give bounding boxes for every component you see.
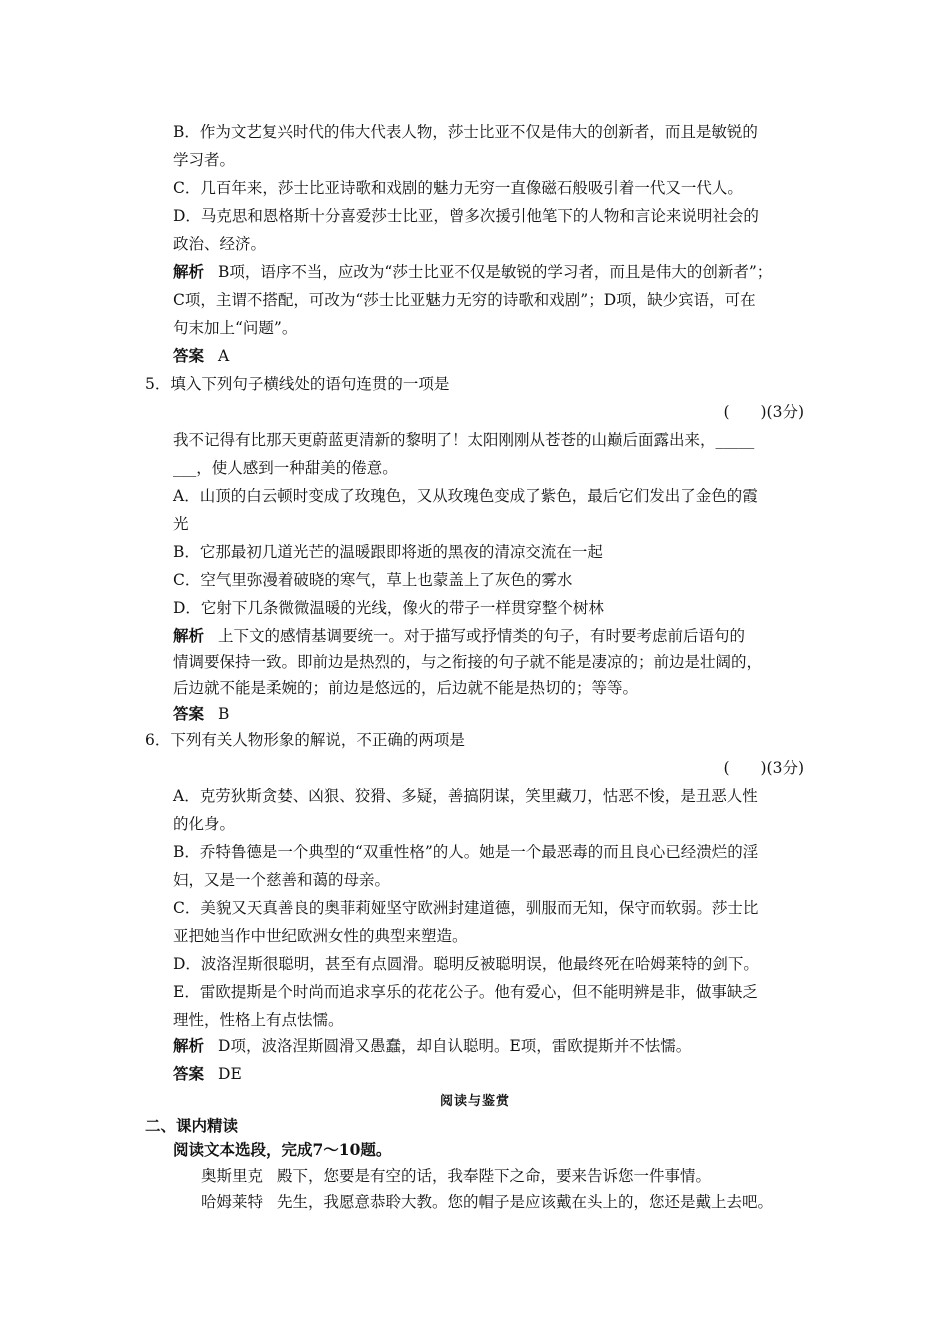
q5-answer xyxy=(173,704,229,724)
q6-answer xyxy=(173,1064,242,1084)
dialogue-text: 先生，我愿意恭聆大教。您的帽子是应该戴在头上的，您还是戴上去吧。 xyxy=(277,1193,774,1211)
q4-answer xyxy=(173,346,229,366)
q4-option-c: C．几百年来，莎士比亚诗歌和戏剧的魅力无穷一直像磁石般吸引着一代又一代人。 xyxy=(173,179,743,197)
q6-option-e-line2: 理性，性格上有点怯懦。 xyxy=(173,1011,344,1029)
q5-passage-line1: 我不记得有比那天更蔚蓝更清新的黎明了！太阳刚刚从苍苍的山巅后面露出来，_____ xyxy=(173,431,755,449)
answer-value: B xyxy=(218,705,230,723)
q6-option-b-line2: 妇，又是一个慈善和蔼的母亲。 xyxy=(173,871,391,889)
analysis-text: D项，波洛涅斯圆滑又愚蠢，却自认聪明。E项，雷欧提斯并不怯懦。 xyxy=(218,1037,692,1055)
dialogue-speaker: 哈姆莱特 xyxy=(201,1193,264,1211)
q6-option-e-line1: E．雷欧提斯是个时尚而追求享乐的花花公子。他有爱心，但不能明辨是非，做事缺乏 xyxy=(173,983,758,1001)
q5-passage-line2: ___，使人感到一种甜美的倦意。 xyxy=(173,459,398,477)
analysis-label: 解析 xyxy=(173,262,205,281)
dialogue-text: 殿下，您要是有空的话，我奉陛下之命，要来告诉您一件事情。 xyxy=(277,1167,712,1185)
answer-label: 答案 xyxy=(173,346,205,365)
q4-option-b-line1: B．作为文艺复兴时代的伟大代表人物，莎士比亚不仅是伟大的创新者，而且是敏锐的 xyxy=(173,123,758,141)
q6-option-c-line1: C．美貌又天真善良的奥菲莉娅坚守欧洲封建道德，驯服而无知，保守而软弱。莎士比 xyxy=(173,899,759,917)
dialogue-line xyxy=(201,1192,773,1212)
q5-score: ( )(3分) xyxy=(723,403,804,421)
q5-option-b: B．它那最初几道光芒的温暖跟即将逝的黑夜的清凉交流在一起 xyxy=(173,543,603,561)
q6-option-c-line2: 亚把她当作中世纪欧洲女性的典型来塑造。 xyxy=(173,927,468,945)
analysis-text: 上下文的感情基调要统一。对于描写或抒情类的句子，有时要考虑前后语句的 xyxy=(218,627,746,645)
q5-analysis-line1 xyxy=(173,626,745,646)
dialogue-speaker: 奥斯里克 xyxy=(201,1167,264,1185)
q6-score: ( )(3分) xyxy=(723,759,804,777)
q4-option-b-line2: 学习者。 xyxy=(173,151,236,169)
q6-stem: 6．下列有关人物形象的解说，不正确的两项是 xyxy=(145,731,465,749)
answer-value: A xyxy=(218,347,230,365)
section-title: 阅读与鉴赏 xyxy=(439,1094,510,1109)
q5-option-c: C．空气里弥漫着破晓的寒气，草上也蒙盖上了灰色的雾水 xyxy=(173,571,573,589)
q4-analysis-line3: 句末加上“问题”。 xyxy=(173,319,298,337)
q5-option-d: D．它射下几条微微温暖的光线，像火的带子一样贯穿整个树林 xyxy=(173,599,604,617)
section2-heading: 二、课内精读 xyxy=(145,1116,239,1135)
q6-option-a-line1: A．克劳狄斯贪婪、凶狠、狡猾、多疑，善搞阴谋，笑里藏刀，怙恶不悛，是丑恶人性 xyxy=(173,787,758,805)
analysis-label: 解析 xyxy=(173,626,205,645)
q4-analysis-line1 xyxy=(173,262,772,282)
q5-option-a-line2: 光 xyxy=(173,515,189,533)
answer-label: 答案 xyxy=(173,1064,205,1083)
q4-option-d-line1: D．马克思和恩格斯十分喜爱莎士比亚，曾多次援引他笔下的人物和言论来说明社会的 xyxy=(173,207,759,225)
q4-analysis-line2: C项，主谓不搭配，可改为“莎士比亚魅力无穷的诗歌和戏剧”；D项，缺少宾语，可在 xyxy=(173,291,756,309)
answer-value: DE xyxy=(218,1065,242,1083)
q5-stem: 5．填入下列句子横线处的语句连贯的一项是 xyxy=(145,375,450,393)
q4-option-d-line2: 政治、经济。 xyxy=(173,235,267,253)
q5-option-a-line1: A．山顶的白云顿时变成了玫瑰色，又从玫瑰色变成了紫色，最后它们发出了金色的霞 xyxy=(173,487,758,505)
dialogue-line xyxy=(201,1166,711,1186)
section2-instruction: 阅读文本选段，完成7～10题。 xyxy=(173,1140,392,1159)
analysis-label: 解析 xyxy=(173,1036,205,1055)
q6-analysis xyxy=(173,1036,691,1056)
q6-option-b-line1: B．乔特鲁德是一个典型的“双重性格”的人。她是一个最恶毒的而且良心已经溃烂的淫 xyxy=(173,843,759,861)
q6-option-d: D．波洛涅斯很聪明，甚至有点圆滑。聪明反被聪明误，他最终死在哈姆莱特的剑下。 xyxy=(173,955,759,973)
q6-option-a-line2: 的化身。 xyxy=(173,815,236,833)
q5-analysis-line3: 后边就不能是柔婉的；前边是悠远的，后边就不能是热切的；等等。 xyxy=(173,679,639,697)
answer-label: 答案 xyxy=(173,704,205,723)
q5-analysis-line2: 情调要保持一致。即前边是热烈的，与之衔接的句子就不能是凄凉的；前边是壮阔的， xyxy=(173,653,763,671)
analysis-text: B项，语序不当，应改为“莎士比亚不仅是敏锐的学习者，而且是伟大的创新者”； xyxy=(218,263,773,281)
